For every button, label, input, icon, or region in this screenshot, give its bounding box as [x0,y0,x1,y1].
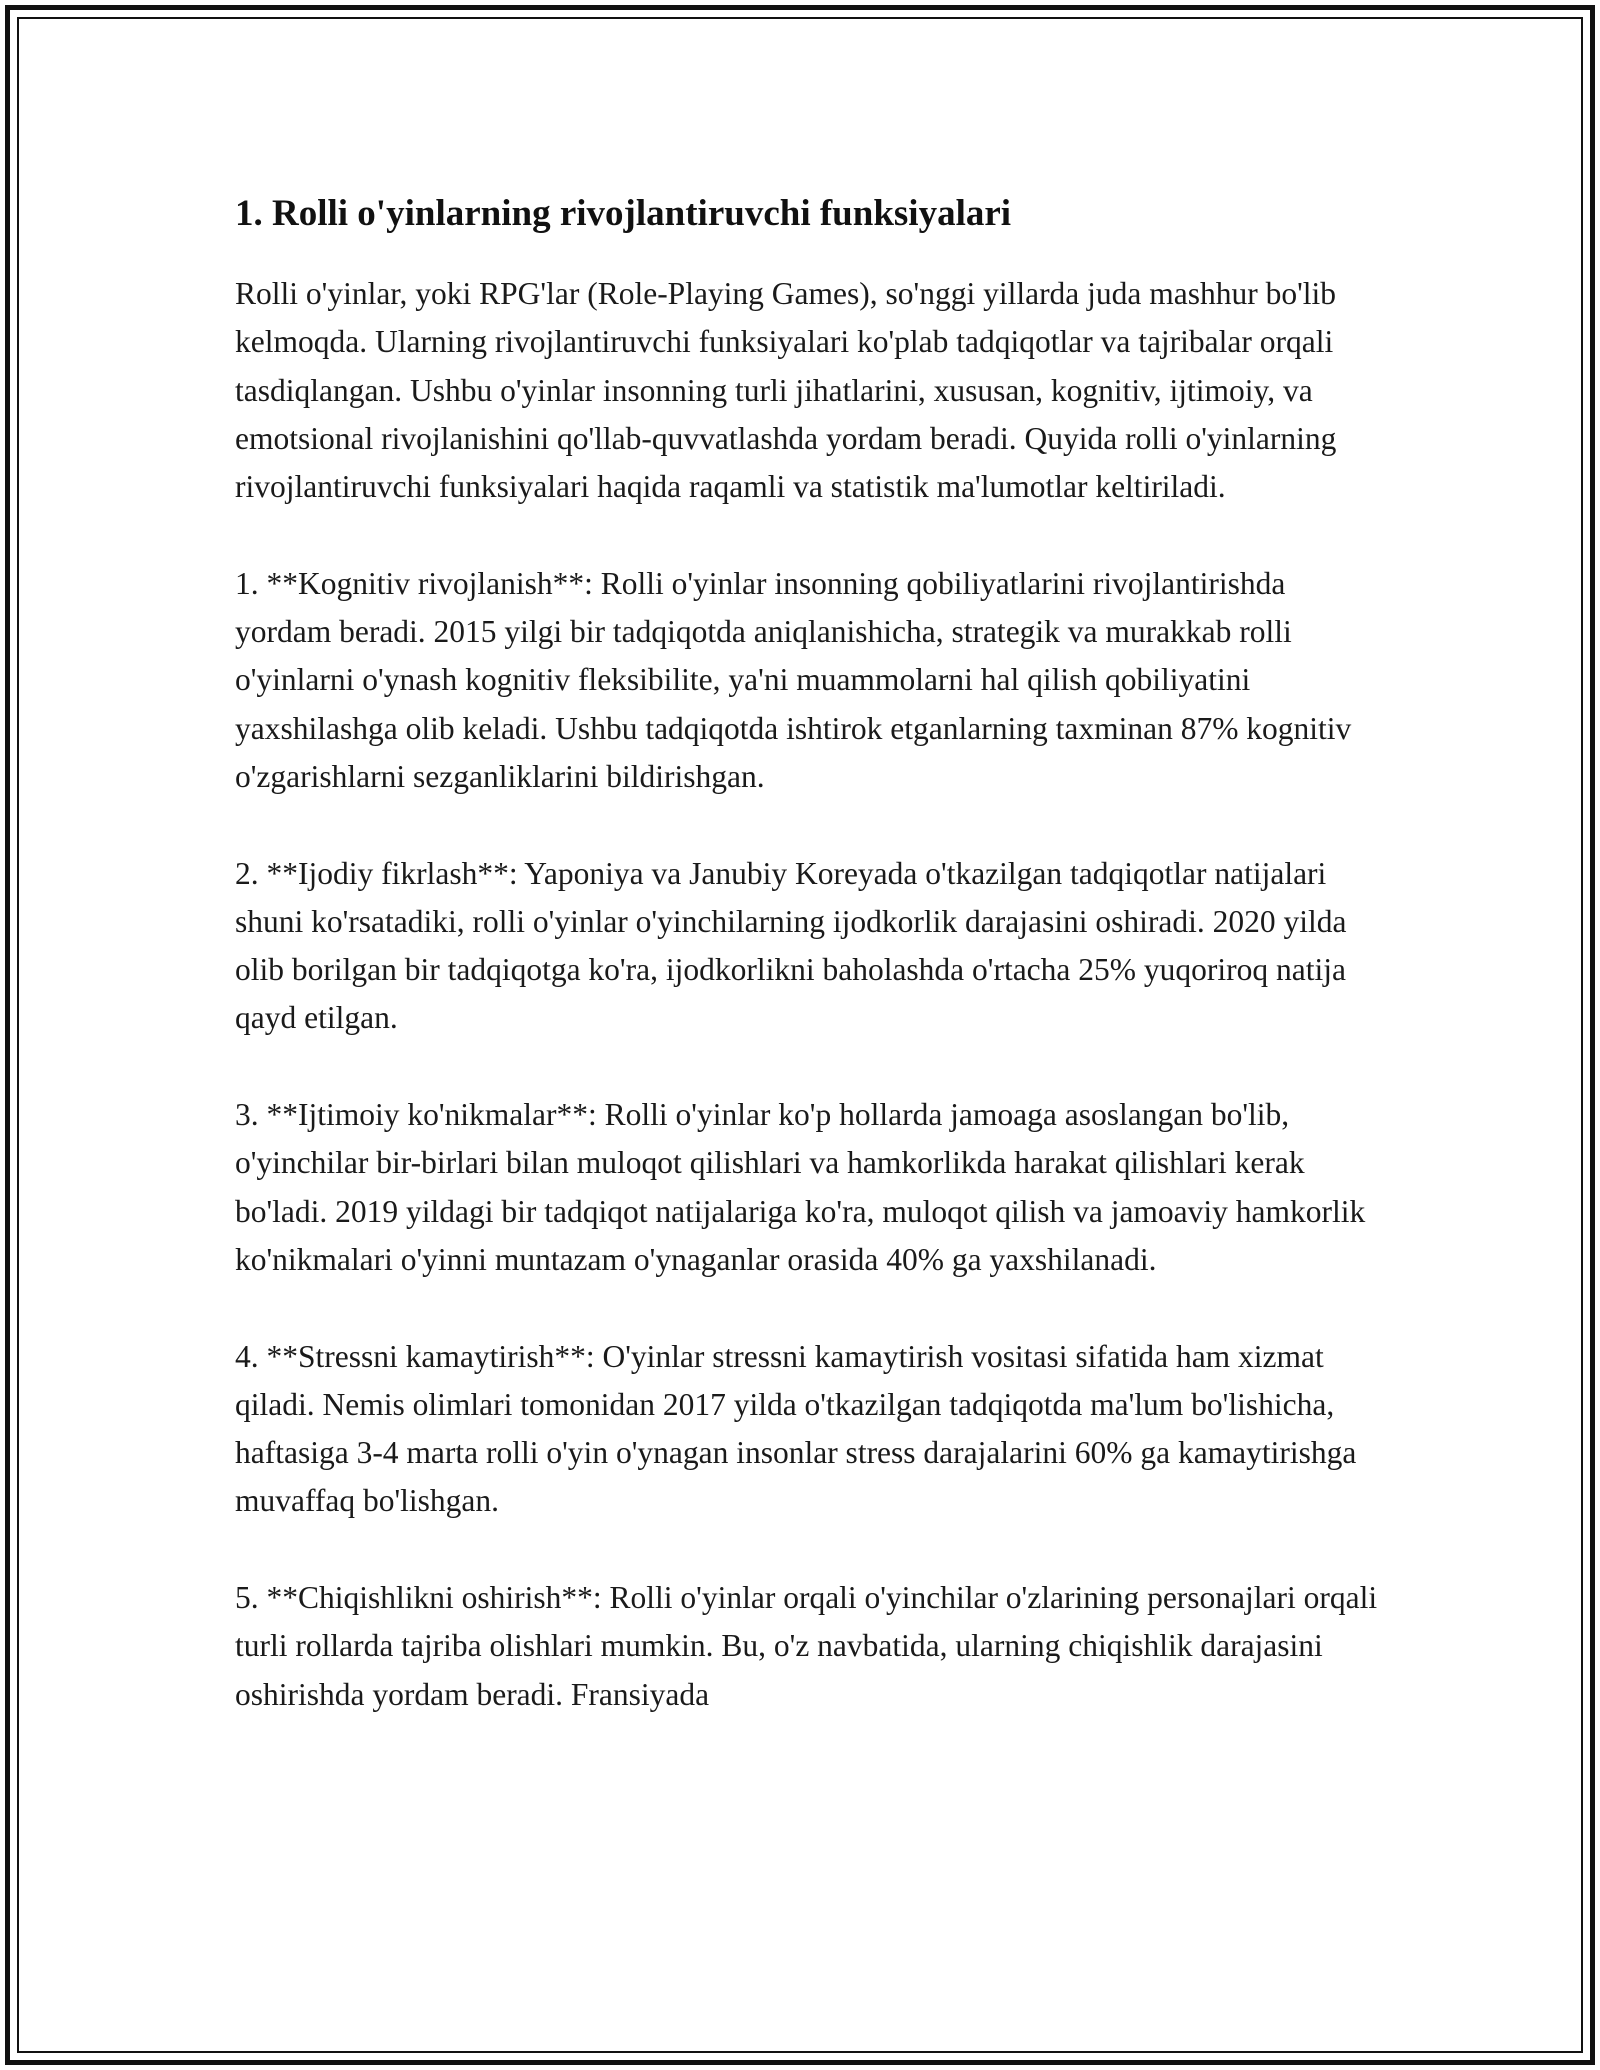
list-item-social: 3. **Ijtimoiy ko'nikmalar**: Rolli o'yinlar ko'p hollarda jamoaga asoslangan bo'lib, o'yinchilar bir-birlari bilan muloqot qilishlari va hamkorlikda harakat qilishlari kerak bo'ladi. 2019 yildagi bir tadqiqot natijalariga ko'ra, muloqot qilish va jamoaviy hamkorlik ko'nikmalari o'yinni muntazam o'ynaganlar orasida 40% ga yaxshilanadi. [235,1097,1366,1277]
list-item-creative: 2. **Ijodiy fikrlash**: Yaponiya va Janubiy Koreyada o'tkazilgan tadqiqotlar natijalari shuni ko'rsatadiki, rolli o'yinlar o'yinchilarning ijodkorlik darajasini oshiradi. 2020 yilda olib borilgan bir tadqiqotga ko'ra, ijodkorlikni baholashda o'rtacha 25% yuqoriroq natija qayd etilgan. [235,855,1347,1036]
list-item-cognitive: 1. **Kognitiv rivojlanish**: Rolli o'yinlar insonning qobiliyatlarini rivojlantirishda yordam beradi. 2015 yilgi bir tadqiqotda aniqlanishicha, strategik va murakkab rolli o'yinlarni o'ynash kognitiv fleksibilite, ya'ni muammolarni hal qilish qobiliyatini yaxshilashga olib keladi. Ushbu tadqiqotda ishtirok etganlarning taxminan 87% kognitiv o'zgarishlarni sezganliklarini bildirishgan. [235,565,1352,794]
intro-paragraph: Rolli o'yinlar, yoki RPG'lar (Role-Playing Games), so'nggi yillarda juda mashhur bo'lib kelmoqda. Ularning rivojlantiruvchi funksiyalari ko'plab tadqiqotlar va tajribalar orqali tasdiqlangan. Ushbu o'yinlar insonning turli jihatlarini, xususan, kognitiv, ijtimoiy, va emotsional rivojlanishini qo'llab-quvvatlashda yordam beradi. Quyida rolli o'yinlarning rivojlantiruvchi funksiyalari haqida raqamli va statistik ma'lumotlar keltiriladi. [235,276,1337,505]
list-item-expression: 5. **Chiqishlikni oshirish**: Rolli o'yinlar orqali o'yinchilar o'zlarining personajlari orqali turli rollarda tajriba olishlari mumkin. Bu, o'z navbatida, ularning chiqishlik darajasini oshirishda yordam beradi. Fransiyada [235,1580,1378,1712]
document-body [235,188,1380,1767]
list-item-stress: 4. **Stressni kamaytirish**: O'yinlar stressni kamaytirish vositasi sifatida ham xizmat qiladi. Nemis olimlari tomonidan 2017 yilda o'tkazilgan tadqiqotda ma'lum bo'lishicha, haftasiga 3-4 marta rolli o'yin o'ynagan insonlar stress darajalarini 60% ga kamaytirishga muvaffaq bo'lishgan. [235,1338,1357,1519]
section-heading: 1. Rolli o'yinlarning rivojlantiruvchi funksiyalari [235,193,1012,234]
